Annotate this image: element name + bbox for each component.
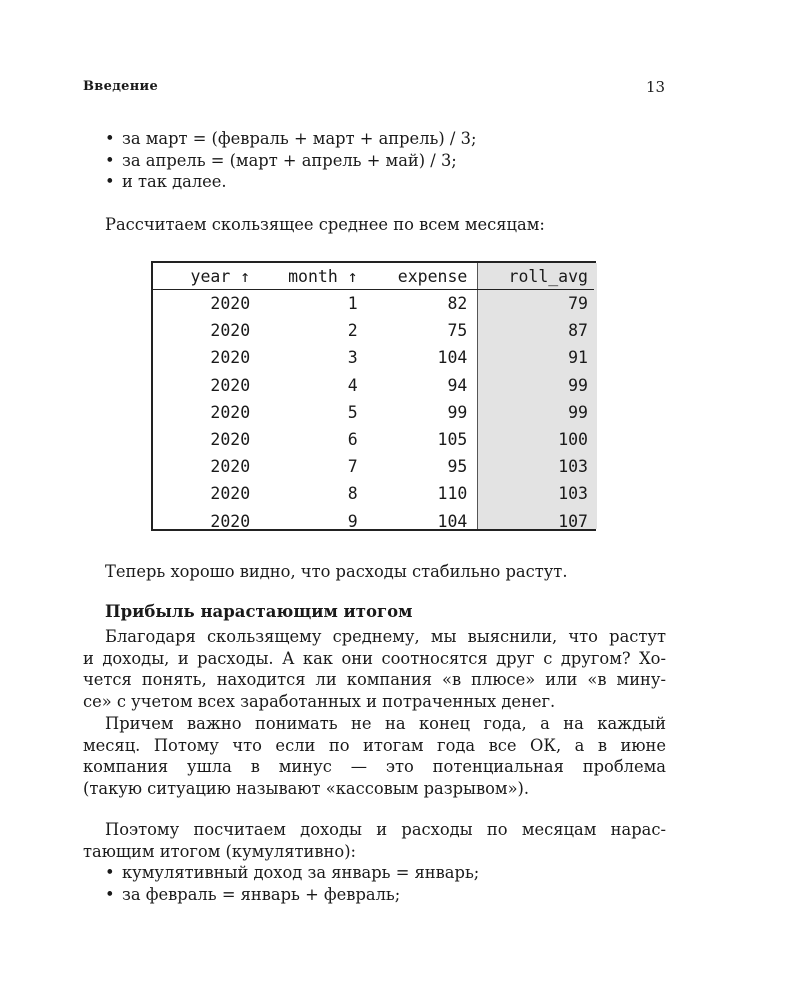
cell-year: 2020 bbox=[210, 348, 251, 368]
paragraph-line: чется понять, находится ли компания «в плюсе» или «в мину- bbox=[83, 670, 666, 690]
paragraph-line: Поэтому посчитаем доходы и расходы по месяцам нарас- bbox=[105, 820, 666, 839]
paragraph-line: месяц. Потому что если по итогам года все ОК, а в июне bbox=[83, 735, 666, 755]
cell-year: 2020 bbox=[210, 457, 251, 477]
column-header-month[interactable]: month ↑ bbox=[256, 263, 364, 290]
cell-year: 2020 bbox=[210, 402, 251, 422]
cell-year: 2020 bbox=[210, 321, 251, 341]
cell-month: 6 bbox=[347, 430, 358, 450]
paragraph-line: компания ушла в минус — это потенциальная проблема bbox=[83, 757, 666, 777]
cell-year: 2020 bbox=[210, 430, 251, 450]
table-row bbox=[153, 480, 594, 507]
cell-roll-avg: 107 bbox=[558, 511, 588, 531]
cell-month: 8 bbox=[347, 484, 358, 504]
table-header-row bbox=[153, 263, 594, 290]
cell-expense: 104 bbox=[437, 348, 468, 368]
table-row bbox=[153, 453, 594, 480]
paragraph-line: и доходы, и расходы. А как они соотносятся друг с другом? Хо- bbox=[83, 648, 666, 668]
paragraph-2 bbox=[83, 713, 666, 799]
cell-month: 9 bbox=[347, 511, 358, 531]
list-item: • за апрель = (март + апрель + май) / 3; bbox=[105, 150, 476, 172]
cell-roll-avg: 99 bbox=[568, 402, 588, 422]
paragraph-line: Благодаря скользящему среднему, мы выяснили, что растут bbox=[105, 627, 666, 646]
cell-roll-avg: 100 bbox=[558, 430, 588, 450]
table-row bbox=[153, 508, 594, 535]
column-header-roll-avg[interactable]: roll_avg bbox=[473, 263, 594, 290]
cell-month: 1 bbox=[347, 294, 358, 314]
table-row bbox=[153, 399, 594, 426]
cell-month: 3 bbox=[347, 348, 358, 368]
list-item: • за март = (февраль + март + апрель) / 3; bbox=[105, 128, 476, 150]
cell-expense: 110 bbox=[437, 484, 468, 504]
paragraph-line: Причем важно понимать не на конец года, а на каждый bbox=[105, 714, 666, 733]
cell-expense: 104 bbox=[437, 511, 468, 531]
paragraph-line: тающим итогом (кумулятивно): bbox=[83, 841, 357, 861]
cell-month: 2 bbox=[347, 321, 358, 341]
cell-expense: 94 bbox=[447, 375, 468, 395]
intro-text: Рассчитаем скользящее среднее по всем месяцам: bbox=[105, 215, 545, 234]
cell-expense: 105 bbox=[437, 430, 468, 450]
running-head: Введение bbox=[83, 79, 159, 94]
paragraph-line: се» с учетом всех заработанных и потраченных денег. bbox=[83, 691, 556, 711]
table-row bbox=[153, 372, 594, 399]
table-row bbox=[153, 317, 594, 344]
page-number: 13 bbox=[646, 78, 666, 96]
cell-roll-avg: 91 bbox=[568, 348, 588, 368]
column-header-expense[interactable]: expense bbox=[364, 263, 474, 290]
cell-month: 7 bbox=[347, 457, 358, 477]
cell-expense: 99 bbox=[447, 402, 468, 422]
cell-roll-avg: 99 bbox=[568, 375, 588, 395]
cell-roll-avg: 79 bbox=[568, 294, 588, 314]
section-title: Прибыль нарастающим итогом bbox=[105, 602, 413, 621]
table-row bbox=[153, 290, 594, 318]
cell-year: 2020 bbox=[210, 375, 251, 395]
cell-year: 2020 bbox=[210, 484, 251, 504]
cell-month: 4 bbox=[347, 375, 358, 395]
paragraph-3 bbox=[83, 819, 666, 862]
cell-year: 2020 bbox=[210, 294, 251, 314]
list-item: • и так далее. bbox=[105, 171, 476, 193]
cell-roll-avg: 103 bbox=[558, 484, 588, 504]
cell-expense: 75 bbox=[447, 321, 468, 341]
table-row bbox=[153, 344, 594, 371]
table-row bbox=[153, 426, 594, 453]
paragraph-1 bbox=[83, 626, 666, 712]
cell-expense: 95 bbox=[447, 457, 468, 477]
paragraph-line: (такую ситуацию называют «кассовым разрывом»). bbox=[83, 778, 530, 798]
cell-expense: 82 bbox=[447, 294, 468, 314]
list-item: • за февраль = январь + февраль; bbox=[105, 884, 479, 906]
data-table bbox=[151, 261, 596, 531]
cell-month: 5 bbox=[347, 402, 358, 422]
cell-roll-avg: 87 bbox=[568, 321, 588, 341]
cell-year: 2020 bbox=[210, 511, 251, 531]
after-table-text: Теперь хорошо видно, что расходы стабильно растут. bbox=[105, 562, 568, 581]
cell-roll-avg: 103 bbox=[558, 457, 588, 477]
list-item: • кумулятивный доход за январь = январь; bbox=[105, 862, 479, 884]
column-header-year[interactable]: year ↑ bbox=[153, 263, 256, 290]
bullet-list-bottom bbox=[105, 862, 479, 905]
bullet-list-top bbox=[105, 128, 476, 193]
